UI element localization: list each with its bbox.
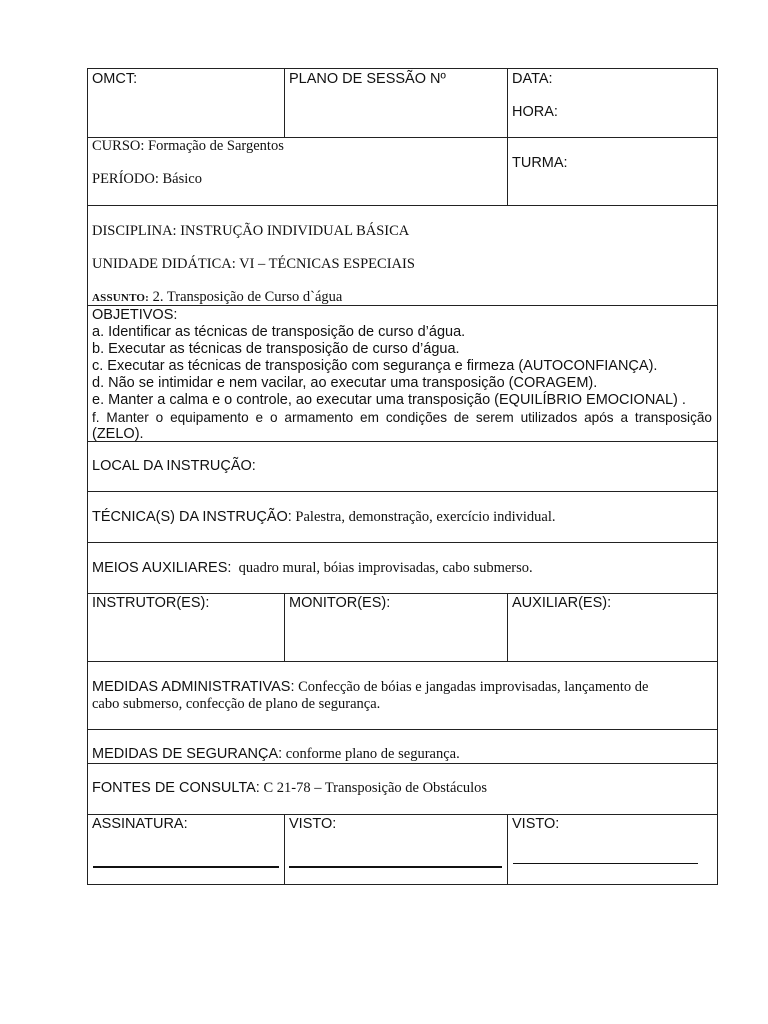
objetivo-item: b. Executar as técnicas de transposição de curso d’água. — [92, 341, 460, 357]
visto-signature-line-2 — [513, 863, 698, 864]
medidas-adm-line1 — [92, 679, 648, 696]
tecnica-label: TÉCNICA(S) DA INSTRUÇÃO: — [92, 509, 292, 525]
visto-cell-1 — [285, 815, 508, 885]
medidas-seg-label: MEDIDAS DE SEGURANÇA: — [92, 746, 283, 762]
objetivo-item: e. Manter a calma e o controle, ao executar uma transposição (EQUILÍBRIO EMOCIONAL) . — [92, 392, 686, 408]
fontes-line — [92, 780, 487, 797]
curso-text: CURSO: Formação de Sargentos — [92, 138, 284, 154]
meios-cell — [88, 543, 718, 594]
hora-label: HORA: — [512, 104, 558, 120]
disciplina-cell — [88, 206, 718, 306]
curso-cell — [88, 138, 508, 206]
visto-signature-line-1 — [289, 866, 502, 868]
auxiliar-label: AUXILIAR(ES): — [512, 595, 612, 611]
tecnica-line — [92, 509, 556, 526]
local-label: LOCAL DA INSTRUÇÃO: — [92, 458, 256, 474]
local-cell — [88, 442, 718, 492]
tecnica-cell — [88, 492, 718, 543]
turma-label: TURMA: — [512, 155, 568, 171]
monitor-label: MONITOR(ES): — [289, 595, 391, 611]
assunto-line — [92, 289, 342, 307]
turma-cell — [508, 138, 718, 206]
medidas-adm-value-2: cabo submerso, confecção de plano de segurança. — [92, 696, 381, 712]
meios-line — [92, 560, 533, 577]
visto-label-2: VISTO: — [512, 816, 560, 832]
objetivos-title: OBJETIVOS: — [92, 307, 178, 323]
assinatura-signature-line — [93, 866, 279, 868]
unidade-text: UNIDADE DIDÁTICA: VI – TÉCNICAS ESPECIAIS — [92, 256, 415, 272]
objetivo-item: f. Manter o equipamento e o armamento em condições de serem utilizados após a transposição — [92, 410, 712, 425]
disciplina-text: DISCIPLINA: INSTRUÇÃO INDIVIDUAL BÁSICA — [92, 223, 410, 239]
lesson-plan-form — [87, 68, 718, 885]
fontes-label: FONTES DE CONSULTA: — [92, 780, 260, 796]
assinatura-cell — [88, 815, 285, 885]
objetivo-item: a. Identificar as técnicas de transposição de curso d’água. — [92, 324, 466, 340]
meios-label: MEIOS AUXILIARES: — [92, 560, 232, 576]
fontes-cell — [88, 764, 718, 815]
objetivos-cell — [88, 306, 718, 442]
medidas-seg-value: conforme plano de segurança. — [285, 746, 460, 762]
tecnica-value: Palestra, demonstração, exercício individual. — [295, 509, 556, 525]
objetivo-item: d. Não se intimidar e nem vacilar, ao executar uma transposição (CORAGEM). — [92, 375, 598, 391]
medidas-seg-cell — [88, 730, 718, 764]
visto-label-1: VISTO: — [289, 816, 337, 832]
plano-cell — [285, 69, 508, 138]
instrutor-cell — [88, 594, 285, 662]
assunto-label: ASSUNTO: — [92, 292, 150, 304]
omct-label: OMCT: — [92, 71, 138, 87]
periodo-text: PERÍODO: Básico — [92, 171, 202, 187]
medidas-adm-value-1: Confecção de bóias e jangadas improvisadas, lançamento de — [298, 679, 649, 695]
data-hora-cell — [508, 69, 718, 138]
assinatura-label: ASSINATURA: — [92, 816, 188, 832]
objetivo-item: (ZELO). — [92, 426, 144, 442]
auxiliar-cell — [508, 594, 718, 662]
fontes-value: C 21-78 – Transposição de Obstáculos — [263, 780, 488, 796]
data-label: DATA: — [512, 71, 553, 87]
assunto-text: 2. Transposição de Curso d`água — [152, 289, 343, 305]
omct-cell — [88, 69, 285, 138]
plano-label: PLANO DE SESSÃO Nº — [289, 71, 446, 87]
medidas-seg-line — [92, 746, 460, 763]
meios-value: quadro mural, bóias improvisadas, cabo submerso. — [238, 560, 533, 576]
medidas-adm-label: MEDIDAS ADMINISTRATIVAS: — [92, 679, 295, 695]
instrutor-label: INSTRUTOR(ES): — [92, 595, 210, 611]
monitor-cell — [285, 594, 508, 662]
objetivo-item: c. Executar as técnicas de transposição com segurança e firmeza (AUTOCONFIANÇA). — [92, 358, 658, 374]
visto-cell-2 — [508, 815, 718, 885]
medidas-adm-cell — [88, 662, 718, 730]
